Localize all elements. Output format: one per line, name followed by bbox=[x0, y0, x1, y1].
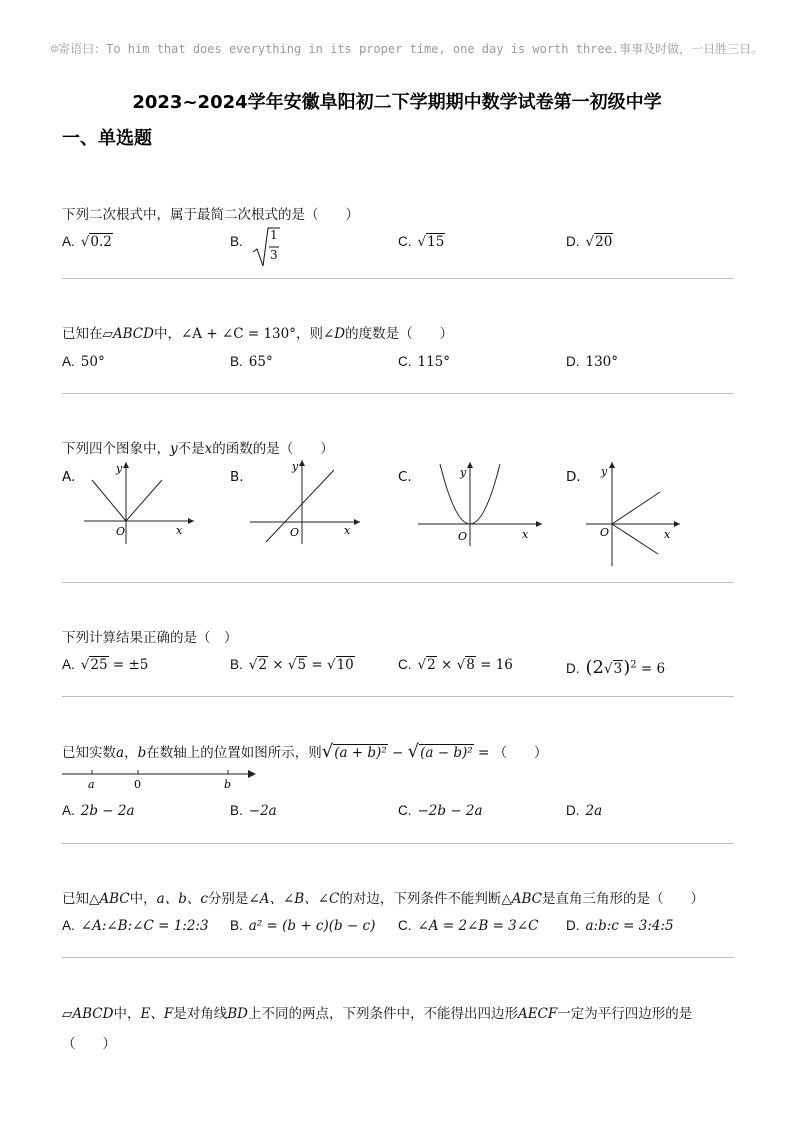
q3-option-c-label: C. bbox=[398, 469, 412, 485]
question-divider bbox=[62, 696, 734, 697]
question-divider bbox=[62, 582, 734, 583]
graph-b-origin: O bbox=[290, 526, 300, 539]
fraction-denominator: 3 bbox=[270, 248, 278, 262]
motto-banner: ☺寄语曰：To him that does everything in its proper time, one day is worth three.事事及时做，一日胜三日。 bbox=[50, 42, 764, 56]
q4-option-a: A. √25 = ±5 bbox=[62, 657, 149, 673]
graph-b-y-label: y bbox=[292, 460, 299, 473]
q6-option-a: A. ∠A:∠B:∠C = 1:2:3 bbox=[62, 918, 209, 934]
fraction-numerator: 1 bbox=[270, 228, 278, 242]
q5-option-b: B. −2a bbox=[230, 803, 277, 819]
q2-option-a: A. 50° bbox=[62, 354, 105, 370]
question-divider bbox=[62, 393, 734, 394]
question-6-stem: 已知△ABC中，a、b、c分别是∠A、∠B、∠C的对边，下列条件不能判断△ABC是直角三角形的是（ ） bbox=[62, 891, 704, 907]
number-line-b: b bbox=[224, 778, 232, 791]
question-4-stem: 下列计算结果正确的是（ ） bbox=[62, 630, 238, 646]
question-1-stem: 下列二次根式中，属于最简二次根式的是（ ） bbox=[62, 207, 359, 223]
q1-option-a: A. √0.2 bbox=[62, 234, 112, 250]
q3-option-d-label: D. bbox=[566, 469, 581, 485]
q4-option-c: C. √2 × √8 = 16 bbox=[398, 657, 513, 673]
page-title: 2023~2024学年安徽阜阳初二下学期期中数学试卷第一初级中学 bbox=[132, 92, 662, 113]
number-line bbox=[60, 764, 260, 792]
number-line-zero: 0 bbox=[134, 778, 141, 791]
q2-option-c: C. 115° bbox=[398, 354, 451, 370]
q4-option-d: D. $(2√3)^2 = 6$ bbox=[566, 657, 666, 678]
question-divider bbox=[62, 957, 734, 958]
graph-a-origin: O bbox=[116, 525, 126, 538]
graph-a-y-label: y bbox=[116, 462, 123, 475]
question-3-stem: 下列四个图象中，y不是x的函数的是（ ） bbox=[62, 441, 334, 457]
question-divider bbox=[62, 278, 734, 279]
graph-d-origin: O bbox=[600, 526, 610, 539]
question-divider bbox=[62, 843, 734, 844]
graph-c-parabola bbox=[416, 458, 546, 548]
graph-d-x-label: x bbox=[664, 528, 671, 541]
section-heading: 一、单选题 bbox=[62, 128, 152, 149]
q3-option-b-label: B. bbox=[230, 469, 244, 485]
q4-option-b: B. √2 × √5 = √10 bbox=[230, 657, 354, 673]
graph-c-origin: O bbox=[458, 530, 468, 543]
q1-option-b: B. 1 3 bbox=[230, 226, 249, 242]
graph-d-not-function bbox=[584, 458, 684, 570]
question-5-stem: 已知实数a，b在数轴上的位置如图所示，则√(a + b)² − √(a − b)² = （ ） bbox=[62, 741, 548, 762]
q5-option-d: D. 2a bbox=[566, 803, 603, 819]
q3-option-a-label: A. bbox=[62, 469, 76, 485]
number-line-a: a bbox=[88, 778, 95, 791]
question-7-blank: （ ） bbox=[62, 1036, 116, 1052]
question-2-stem: 已知在▱ABCD中，∠A + ∠C = 130°，则∠D的度数是（ ） bbox=[62, 326, 454, 342]
q1-option-c: C. √15 bbox=[398, 234, 445, 250]
q6-option-b: B. a² = (b + c)(b − c) bbox=[230, 918, 376, 934]
q1-option-d: D. √20 bbox=[566, 234, 613, 250]
q6-option-d: D. a:b:c = 3:4:5 bbox=[566, 918, 674, 934]
question-7-stem: ▱ABCD中，E、F是对角线BD上不同的两点，下列条件中，不能得出四边形AECF一定为平行四边形的是 bbox=[62, 1006, 693, 1022]
graph-b-linear bbox=[246, 456, 366, 546]
graph-c-x-label: x bbox=[522, 528, 529, 541]
q2-option-b: B. 65° bbox=[230, 354, 273, 370]
q6-option-c: C. ∠A = 2∠B = 3∠C bbox=[398, 918, 539, 934]
q5-option-c: C. −2b − 2a bbox=[398, 803, 483, 819]
graph-b-x-label: x bbox=[344, 524, 351, 537]
q2-option-d: D. 130° bbox=[566, 354, 619, 370]
graph-a-abs-value bbox=[78, 458, 198, 548]
graph-a-x-label: x bbox=[176, 524, 183, 537]
graph-c-y-label: y bbox=[460, 466, 467, 479]
q5-option-a: A. 2b − 2a bbox=[62, 803, 135, 819]
graph-d-y-label: y bbox=[601, 465, 608, 478]
